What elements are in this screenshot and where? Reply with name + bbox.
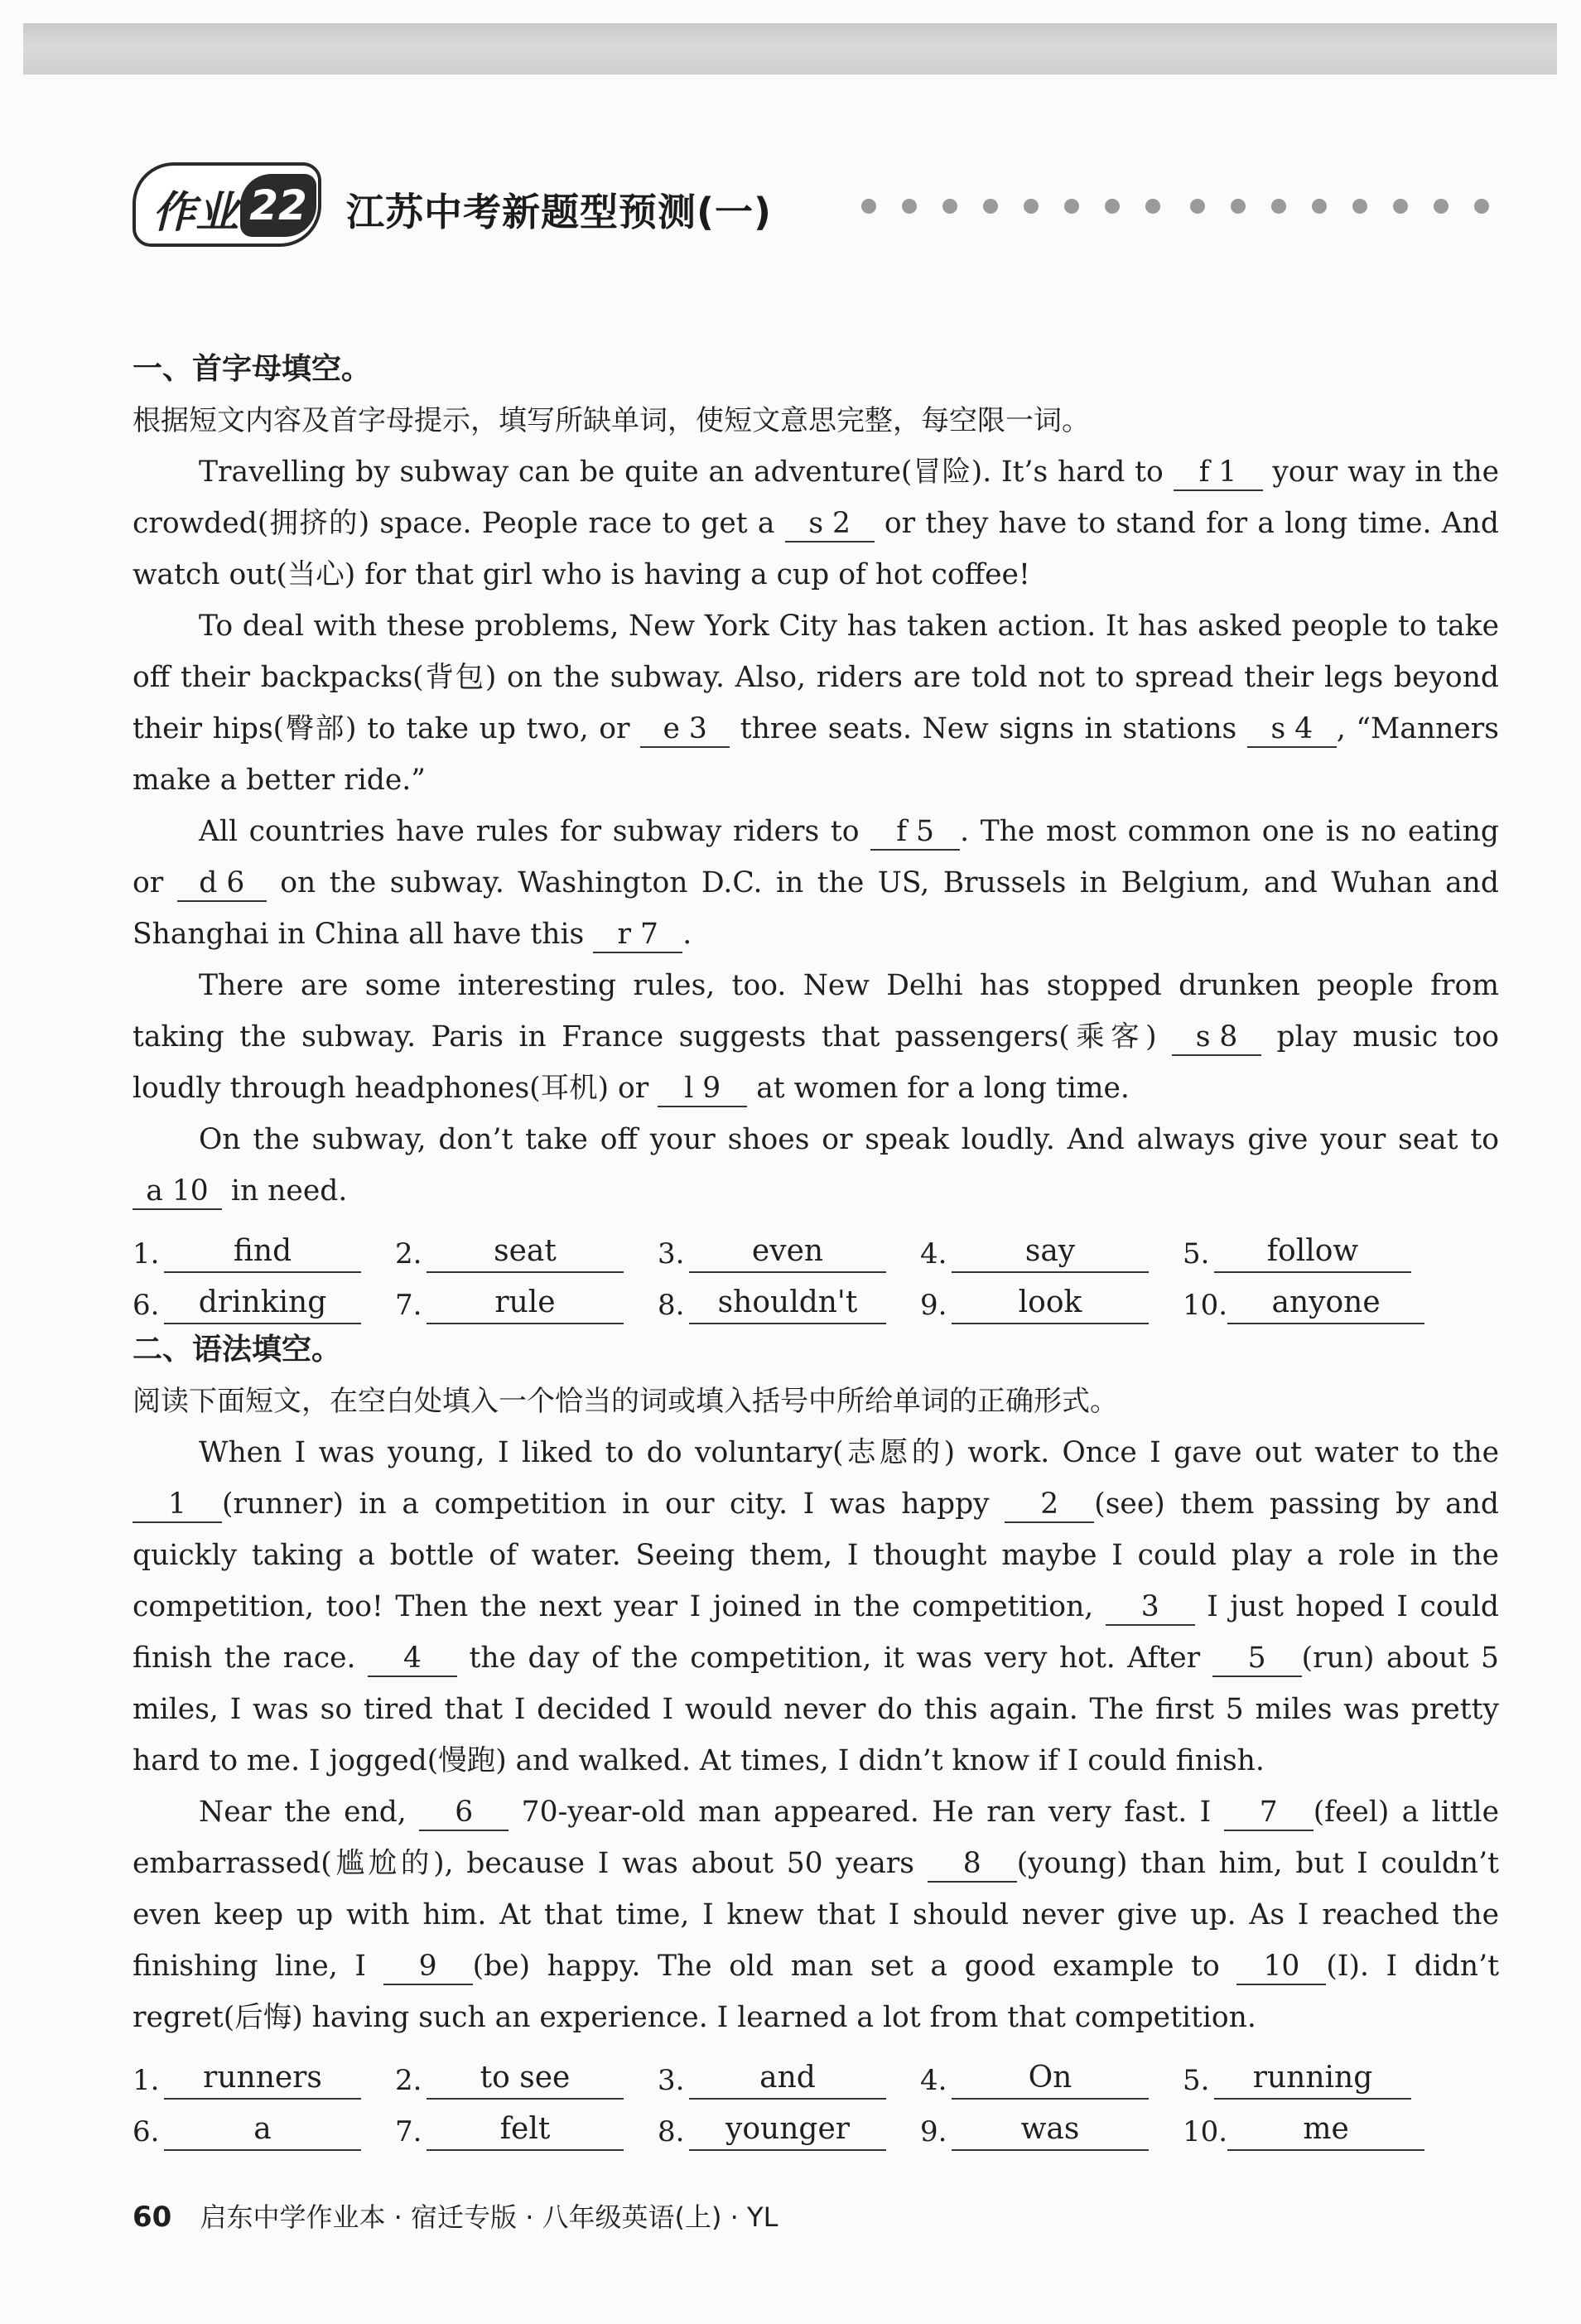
answer-item	[133, 2048, 395, 2100]
passage-text: On the subway, don’t take off your shoes or speak loudly. And always give your seat to	[199, 1123, 1499, 1156]
answer-blank: 8	[928, 1846, 1017, 1883]
answer-blank: 2	[1005, 1487, 1094, 1523]
passage-paragraph	[133, 1114, 1499, 1217]
answer-blank: e 3	[640, 711, 730, 748]
answer-item	[920, 1273, 1183, 1324]
answer-blank: a 10	[133, 1174, 222, 1210]
answer-number: 7.	[395, 1289, 422, 1322]
answer-value: find	[164, 1232, 361, 1273]
answer-item	[920, 2100, 1183, 2151]
answer-value: look	[952, 1283, 1149, 1324]
passage-paragraph	[133, 806, 1499, 960]
passage-text: three seats. New signs in stations	[730, 712, 1247, 745]
answer-value: and	[689, 2058, 886, 2100]
passage-text: (feel) a little embarrassed(尴尬的), because I was about 50 years	[133, 1796, 1499, 1880]
answer-value: felt	[427, 2109, 624, 2151]
answer-blank: r 7	[593, 917, 682, 953]
answer-value: to see	[427, 2058, 624, 2100]
answer-item	[395, 2100, 658, 2151]
answer-blank: s 4	[1247, 711, 1337, 748]
answer-number: 6.	[133, 1289, 160, 1322]
passage-text: (runner) in a competition in our city. I was happy	[222, 1487, 1005, 1521]
passage-text: Near the end,	[199, 1796, 420, 1829]
passage-text: I just hoped I could finish the race.	[133, 1590, 1499, 1675]
answer-number: 4.	[920, 1237, 947, 1270]
passage-paragraph	[133, 1786, 1499, 2043]
answer-number: 6.	[133, 2115, 160, 2148]
answer-item	[1183, 1222, 1445, 1273]
answer-value: running	[1214, 2058, 1411, 2100]
answer-number: 9.	[920, 1289, 947, 1322]
passage-text: in need.	[222, 1174, 348, 1208]
answer-value: a	[164, 2109, 361, 2151]
answer-number: 4.	[920, 2064, 947, 2097]
answer-value: follow	[1214, 1232, 1411, 1273]
answer-number: 2.	[395, 2064, 422, 2097]
answer-number: 8.	[658, 2115, 685, 2148]
assignment-header	[133, 157, 1540, 273]
answer-item	[1183, 2100, 1445, 2151]
answer-value: was	[952, 2109, 1149, 2151]
answer-blank: 4	[368, 1641, 457, 1677]
answer-number: 5.	[1183, 2064, 1210, 2097]
answer-number: 3.	[658, 1237, 685, 1270]
passage-text: or they have to stand for a long time. And watch out(当心) for that girl who is having a cup of hot coffee!	[133, 507, 1499, 591]
answer-value: me	[1227, 2109, 1424, 2151]
answer-number: 2.	[395, 1237, 422, 1270]
passage-text: at women for a long time.	[747, 1072, 1130, 1105]
answer-value: shouldn't	[689, 1283, 886, 1324]
passage-paragraph	[133, 960, 1499, 1114]
answer-item	[395, 2048, 658, 2100]
passage-text: 70-year-old man appeared. He ran very fast. I	[509, 1796, 1224, 1829]
answer-blank: 5	[1212, 1641, 1302, 1677]
answer-number: 5.	[1183, 1237, 1210, 1270]
answer-value: say	[952, 1232, 1149, 1273]
badge-word: 作业	[152, 188, 239, 238]
passage-text: All countries have rules for subway riders to	[199, 815, 871, 848]
passage-text: the day of the competition, it was very hot. After	[457, 1642, 1212, 1675]
top-scan-band	[23, 23, 1557, 75]
answer-item	[133, 1273, 395, 1324]
page-number: 60	[133, 2201, 172, 2234]
answer-blank: d 6	[177, 865, 267, 902]
answer-value: rule	[427, 1283, 624, 1324]
answer-blank: 6	[419, 1795, 509, 1831]
answer-item	[1183, 1273, 1445, 1324]
passage-paragraph	[133, 1427, 1499, 1786]
passage-text: (be) happy. The old man set a good example to	[472, 1950, 1237, 1983]
passage-text: , “Manners make a better ride.”	[133, 712, 1499, 797]
passage-paragraph	[133, 600, 1499, 806]
badge-number: 22	[240, 174, 316, 237]
decorative-dots	[861, 199, 1540, 217]
answer-value: younger	[689, 2109, 886, 2151]
answer-number: 10.	[1183, 2115, 1228, 2148]
book-title: 启东中学作业本 · 宿迁专版 · 八年级英语(上) · YL	[200, 2201, 778, 2233]
answer-value: even	[689, 1232, 886, 1273]
answer-blank: s 8	[1172, 1020, 1261, 1056]
answer-item	[395, 1222, 658, 1273]
answer-number: 3.	[658, 2064, 685, 2097]
answer-value: anyone	[1227, 1283, 1424, 1324]
answer-item	[920, 1222, 1183, 1273]
answer-blank: 1	[133, 1487, 222, 1523]
passage-text: There are some interesting rules, too. New Delhi has stopped drunken people from taking the subway. Paris in France suggests that passengers(乘客)	[133, 969, 1499, 1054]
passage-text: on the subway. Washington D.C. in the US, Brussels in Belgium, and Wuhan and Shanghai in China all have this	[133, 866, 1499, 951]
page-title: 江苏中考新题型预测(一)	[346, 190, 773, 234]
passage-text: your way in the crowded(拥挤的) space. People race to get a	[133, 456, 1499, 540]
passage-text: (I). I didn’t regret(后悔) having such an experience. I learned a lot from that competition.	[133, 1950, 1499, 2034]
section1-answers	[133, 1222, 1499, 1324]
passage-text: Travelling by subway can be quite an adventure(冒险). It’s hard to	[199, 456, 1174, 489]
answer-number: 8.	[658, 1289, 685, 1322]
answer-blank: f 1	[1174, 455, 1263, 491]
answer-item	[1183, 2048, 1445, 2100]
passage-text: . The most common one is no eating or	[133, 815, 1500, 899]
answer-blank: 3	[1106, 1589, 1195, 1626]
answer-blank: s 2	[785, 506, 875, 542]
passage-text: (see) them passing by and quickly taking a bottle of water. Seeing them, I thought maybe I could play a role in the competition, too! Then the next year I joined in the competition,	[133, 1487, 1500, 1623]
passage-text: (run) about 5 miles, I was so tired that I decided I would never do this again. The first 5 miles was pretty hard to me. I jogged(慢跑) and walked. At times, I didn’t know if I could finish.	[133, 1642, 1499, 1777]
answer-blank: 7	[1224, 1795, 1313, 1831]
answer-item	[133, 2100, 395, 2151]
answer-blank: f 5	[870, 814, 960, 851]
answer-item	[133, 1222, 395, 1273]
answer-item	[658, 2100, 920, 2151]
answer-item	[658, 2048, 920, 2100]
section2-instruction: 阅读下面短文，在空白处填入一个恰当的词或填入括号中所给单词的正确形式。	[133, 1385, 1118, 1418]
answer-item	[395, 1273, 658, 1324]
answer-item	[658, 1222, 920, 1273]
passage-text: When I was young, I liked to do voluntary(志愿的) work. Once I gave out water to the	[199, 1436, 1499, 1469]
answer-blank: 9	[383, 1949, 473, 1985]
page-footer	[133, 2196, 778, 2235]
passage-text: .	[682, 918, 692, 951]
answer-number: 7.	[395, 2115, 422, 2148]
answer-value: On	[952, 2058, 1149, 2100]
answer-number: 10.	[1183, 1289, 1228, 1322]
section2-passage	[133, 1427, 1499, 2043]
section2-answers	[133, 2048, 1499, 2151]
section1-passage	[133, 446, 1499, 1217]
answer-value: drinking	[164, 1283, 361, 1324]
section1-title: 一、首字母填空。	[133, 352, 372, 386]
answer-value: seat	[427, 1232, 624, 1273]
answer-number: 1.	[133, 2064, 160, 2097]
worksheet-content	[133, 344, 1499, 2151]
answer-blank: l 9	[658, 1071, 747, 1107]
assignment-badge	[133, 162, 321, 247]
answer-item	[658, 1273, 920, 1324]
answer-value: runners	[164, 2058, 361, 2100]
section1-instruction: 根据短文内容及首字母提示，填写所缺单词，使短文意思完整，每空限一词。	[133, 404, 1090, 437]
passage-text: To deal with these problems, New York City has taken action. It has asked people to take off their backpacks(背包) on the subway. Also, riders are told not to spread their legs beyond their hips(臀部) to take up two, or	[133, 610, 1499, 745]
passage-text: (young) than him, but I couldn’t even keep up with him. At that time, I knew that I should never give up. As I reached the finishing line, I	[133, 1847, 1499, 1983]
section2-title: 二、语法填空。	[133, 1333, 342, 1367]
answer-number: 9.	[920, 2115, 947, 2148]
answer-blank: 10	[1236, 1949, 1326, 1985]
answer-number: 1.	[133, 1237, 160, 1270]
answer-item	[920, 2048, 1183, 2100]
passage-paragraph	[133, 446, 1499, 600]
passage-text: play music too loudly through headphones(耳机) or	[133, 1020, 1499, 1105]
